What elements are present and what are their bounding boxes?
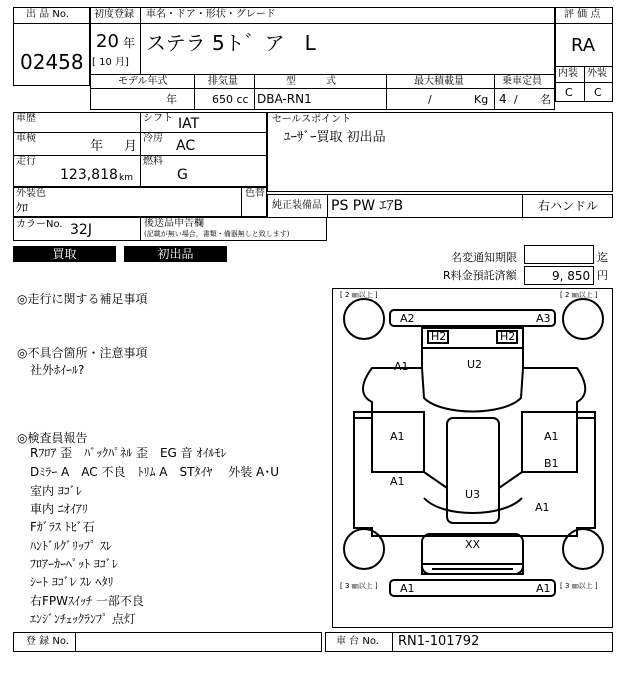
- mark-rear-bumper-left: A1: [400, 582, 415, 595]
- mark-fender-left: A1: [394, 360, 409, 373]
- inspector-line: 車内 ﾆｵｲｱﾘ: [30, 502, 88, 516]
- ac: AC: [176, 138, 196, 154]
- chassis-no-label: 車 台 No.: [336, 636, 379, 647]
- exterior-color-label: 外装色: [16, 188, 46, 199]
- mark-front-door-right: A1: [544, 430, 559, 443]
- model-year-unit: 年: [166, 93, 177, 106]
- capacity-label: 乗車定員: [502, 76, 542, 87]
- name-change-unit: 迄: [597, 251, 608, 264]
- exterior-grade: C: [594, 86, 602, 99]
- inspector-line: ﾊﾝﾄﾞﾙｸﾞﾘｯﾌﾟ ｽﾚ: [30, 539, 112, 553]
- mark-front-bumper-right: A3: [536, 312, 551, 325]
- recycle-unit: 円: [597, 269, 608, 282]
- wheel-tr-label: [ 2 ㎜以上 ]: [560, 291, 598, 299]
- ac-label: 冷房: [143, 133, 163, 144]
- inspector-line: Fｶﾞﾗｽ ﾄﾋﾞ石: [30, 520, 95, 534]
- reg-no-label: 登 録 No.: [26, 636, 69, 647]
- capacity-unit: 名: [540, 93, 551, 106]
- inspector-line: ｼｰﾄ ﾖｺﾞﾚ ｽﾚ ﾍﾀﾘ: [30, 575, 114, 589]
- mileage-label: 走行: [16, 156, 36, 167]
- interior-grade: C: [565, 86, 573, 99]
- mark-rear-bumper-right: A1: [536, 582, 551, 595]
- name-change-box: [524, 245, 594, 264]
- max-load-value: /: [428, 93, 432, 106]
- inspector-line: 右FPWｽｲｯﾁ 一部不良: [30, 594, 144, 608]
- shift: IAT: [178, 116, 200, 132]
- color-no-label: カラーNo.: [16, 219, 63, 230]
- mark-quarter-right: A1: [535, 501, 550, 514]
- sales-point-label: セールスポイント: [272, 114, 352, 125]
- mark-front-bumper-left: A2: [400, 312, 415, 325]
- recycle-value: 9, 850: [552, 269, 591, 283]
- sales-point: ﾕｰｻﾞｰ買取 初出品: [284, 130, 386, 145]
- interior-label: 内装: [558, 68, 578, 79]
- rating: RA: [571, 35, 596, 56]
- inspector-line: ﾌﾛｱｰｶｰﾍﾟｯﾄ ﾖｺﾞﾚ: [30, 557, 118, 571]
- steering: 右ハンドル: [538, 199, 599, 213]
- max-load-label: 最大積載量: [414, 76, 464, 87]
- defects-line: 社外ﾎｲｰﾙ?: [30, 363, 85, 377]
- mileage: 123,818: [60, 167, 118, 183]
- wheel-tl-label: [ 2 ㎜以上 ]: [340, 291, 378, 299]
- color-change-label: 色替: [245, 188, 265, 199]
- windshield: [422, 368, 523, 412]
- inspection-label: 車検: [16, 133, 36, 144]
- car-name-label: 車名・ドア・形状・グレード: [146, 9, 276, 20]
- rear-bumper: [390, 580, 555, 596]
- mark-back-door: XX: [465, 538, 481, 551]
- inspector-line: Dﾐﾗｰ A AC 不良 ﾄﾘﾑ A STﾀｲﾔ 外装 A･U: [30, 465, 280, 479]
- fuel: G: [177, 167, 188, 183]
- front-bumper: [390, 310, 555, 326]
- mark-headlight-right: H2: [500, 330, 516, 343]
- driving-notes-title: ◎走行に関する補足事項: [17, 292, 148, 306]
- inspection-month: 月: [124, 139, 138, 154]
- mileage-unit: km: [119, 173, 133, 183]
- lot-no-label: 出 品 No.: [26, 9, 69, 20]
- mark-front-door-left: A1: [390, 430, 405, 443]
- mark-roof: U3: [465, 488, 481, 501]
- mark-headlight-left: H2: [431, 330, 447, 343]
- history-label: 車歴: [16, 113, 36, 124]
- roof: [447, 418, 499, 523]
- displacement: 650 cc: [212, 93, 249, 106]
- wheel-br-label: [ 3 ㎜以上 ]: [560, 582, 598, 590]
- inspector-line: 室内 ﾖｺﾞﾚ: [30, 484, 82, 498]
- year-unit: 年: [123, 36, 136, 50]
- rating-label: 評 価 点: [564, 9, 601, 20]
- chassis-no: RN1-101792: [398, 634, 480, 649]
- displacement-label: 排気量: [208, 76, 238, 87]
- wheel-front-right: [563, 299, 603, 339]
- first-reg-month: [ 10 月]: [92, 57, 129, 68]
- post-reg-note: (記載が無い場合，書類・備器無しと致します): [144, 230, 290, 238]
- model: DBA-RN1: [257, 92, 312, 106]
- post-reg-label: 後送品申告欄: [144, 218, 204, 229]
- first-reg-label: 初度登録: [94, 9, 134, 20]
- shift-label: シフト: [143, 113, 173, 124]
- buy-badge: 買取: [13, 246, 116, 262]
- exterior-label: 外装: [587, 68, 607, 79]
- inspection-year: 年: [90, 139, 104, 154]
- mark-rear-door-left: A1: [390, 475, 405, 488]
- car-name: ステラ 5ト゛ア L: [146, 31, 316, 55]
- capacity-sep: /: [514, 93, 518, 106]
- equipment-label: 純正装備品: [272, 200, 322, 211]
- car-diagram: [332, 288, 613, 628]
- recycle-label: R料金預託済額: [443, 269, 517, 282]
- name-change-label: 名変通知期限: [451, 251, 517, 264]
- inspector-title: ◎検査員報告: [17, 431, 88, 445]
- wheel-front-left: [344, 299, 384, 339]
- exterior-color: ｸﾛ: [16, 201, 29, 215]
- defects-title: ◎不具合箇所・注意事項: [17, 346, 148, 360]
- lot-no: 02458: [20, 50, 84, 74]
- inspector-line: Rﾌﾛｱ 歪 ﾊﾞｯｸﾊﾟﾈﾙ 歪 EG 音 ｵｲﾙﾓﾚ: [30, 446, 227, 460]
- max-load-unit: Kg: [474, 93, 489, 106]
- wheel-bl-label: [ 3 ㎜以上 ]: [340, 582, 378, 590]
- equipment: PS PW ｴｱB: [331, 198, 404, 214]
- model-year-label: モデル年式: [118, 76, 168, 87]
- mark-hood: U2: [467, 358, 483, 371]
- inspector-line: ｴﾝｼﾞﾝﾁｪｯｸﾗﾝﾌﾟ 点灯: [30, 612, 136, 626]
- capacity-value: 4: [499, 92, 507, 106]
- color-box: [13, 187, 267, 217]
- fuel-label: 燃料: [143, 156, 163, 167]
- first-reg-year: 20: [96, 31, 119, 52]
- model-label: 型 式: [286, 76, 336, 87]
- mark-rear-door-right: B1: [544, 457, 559, 470]
- color-no: 32J: [70, 222, 92, 238]
- first-listing-badge: 初出品: [124, 246, 227, 262]
